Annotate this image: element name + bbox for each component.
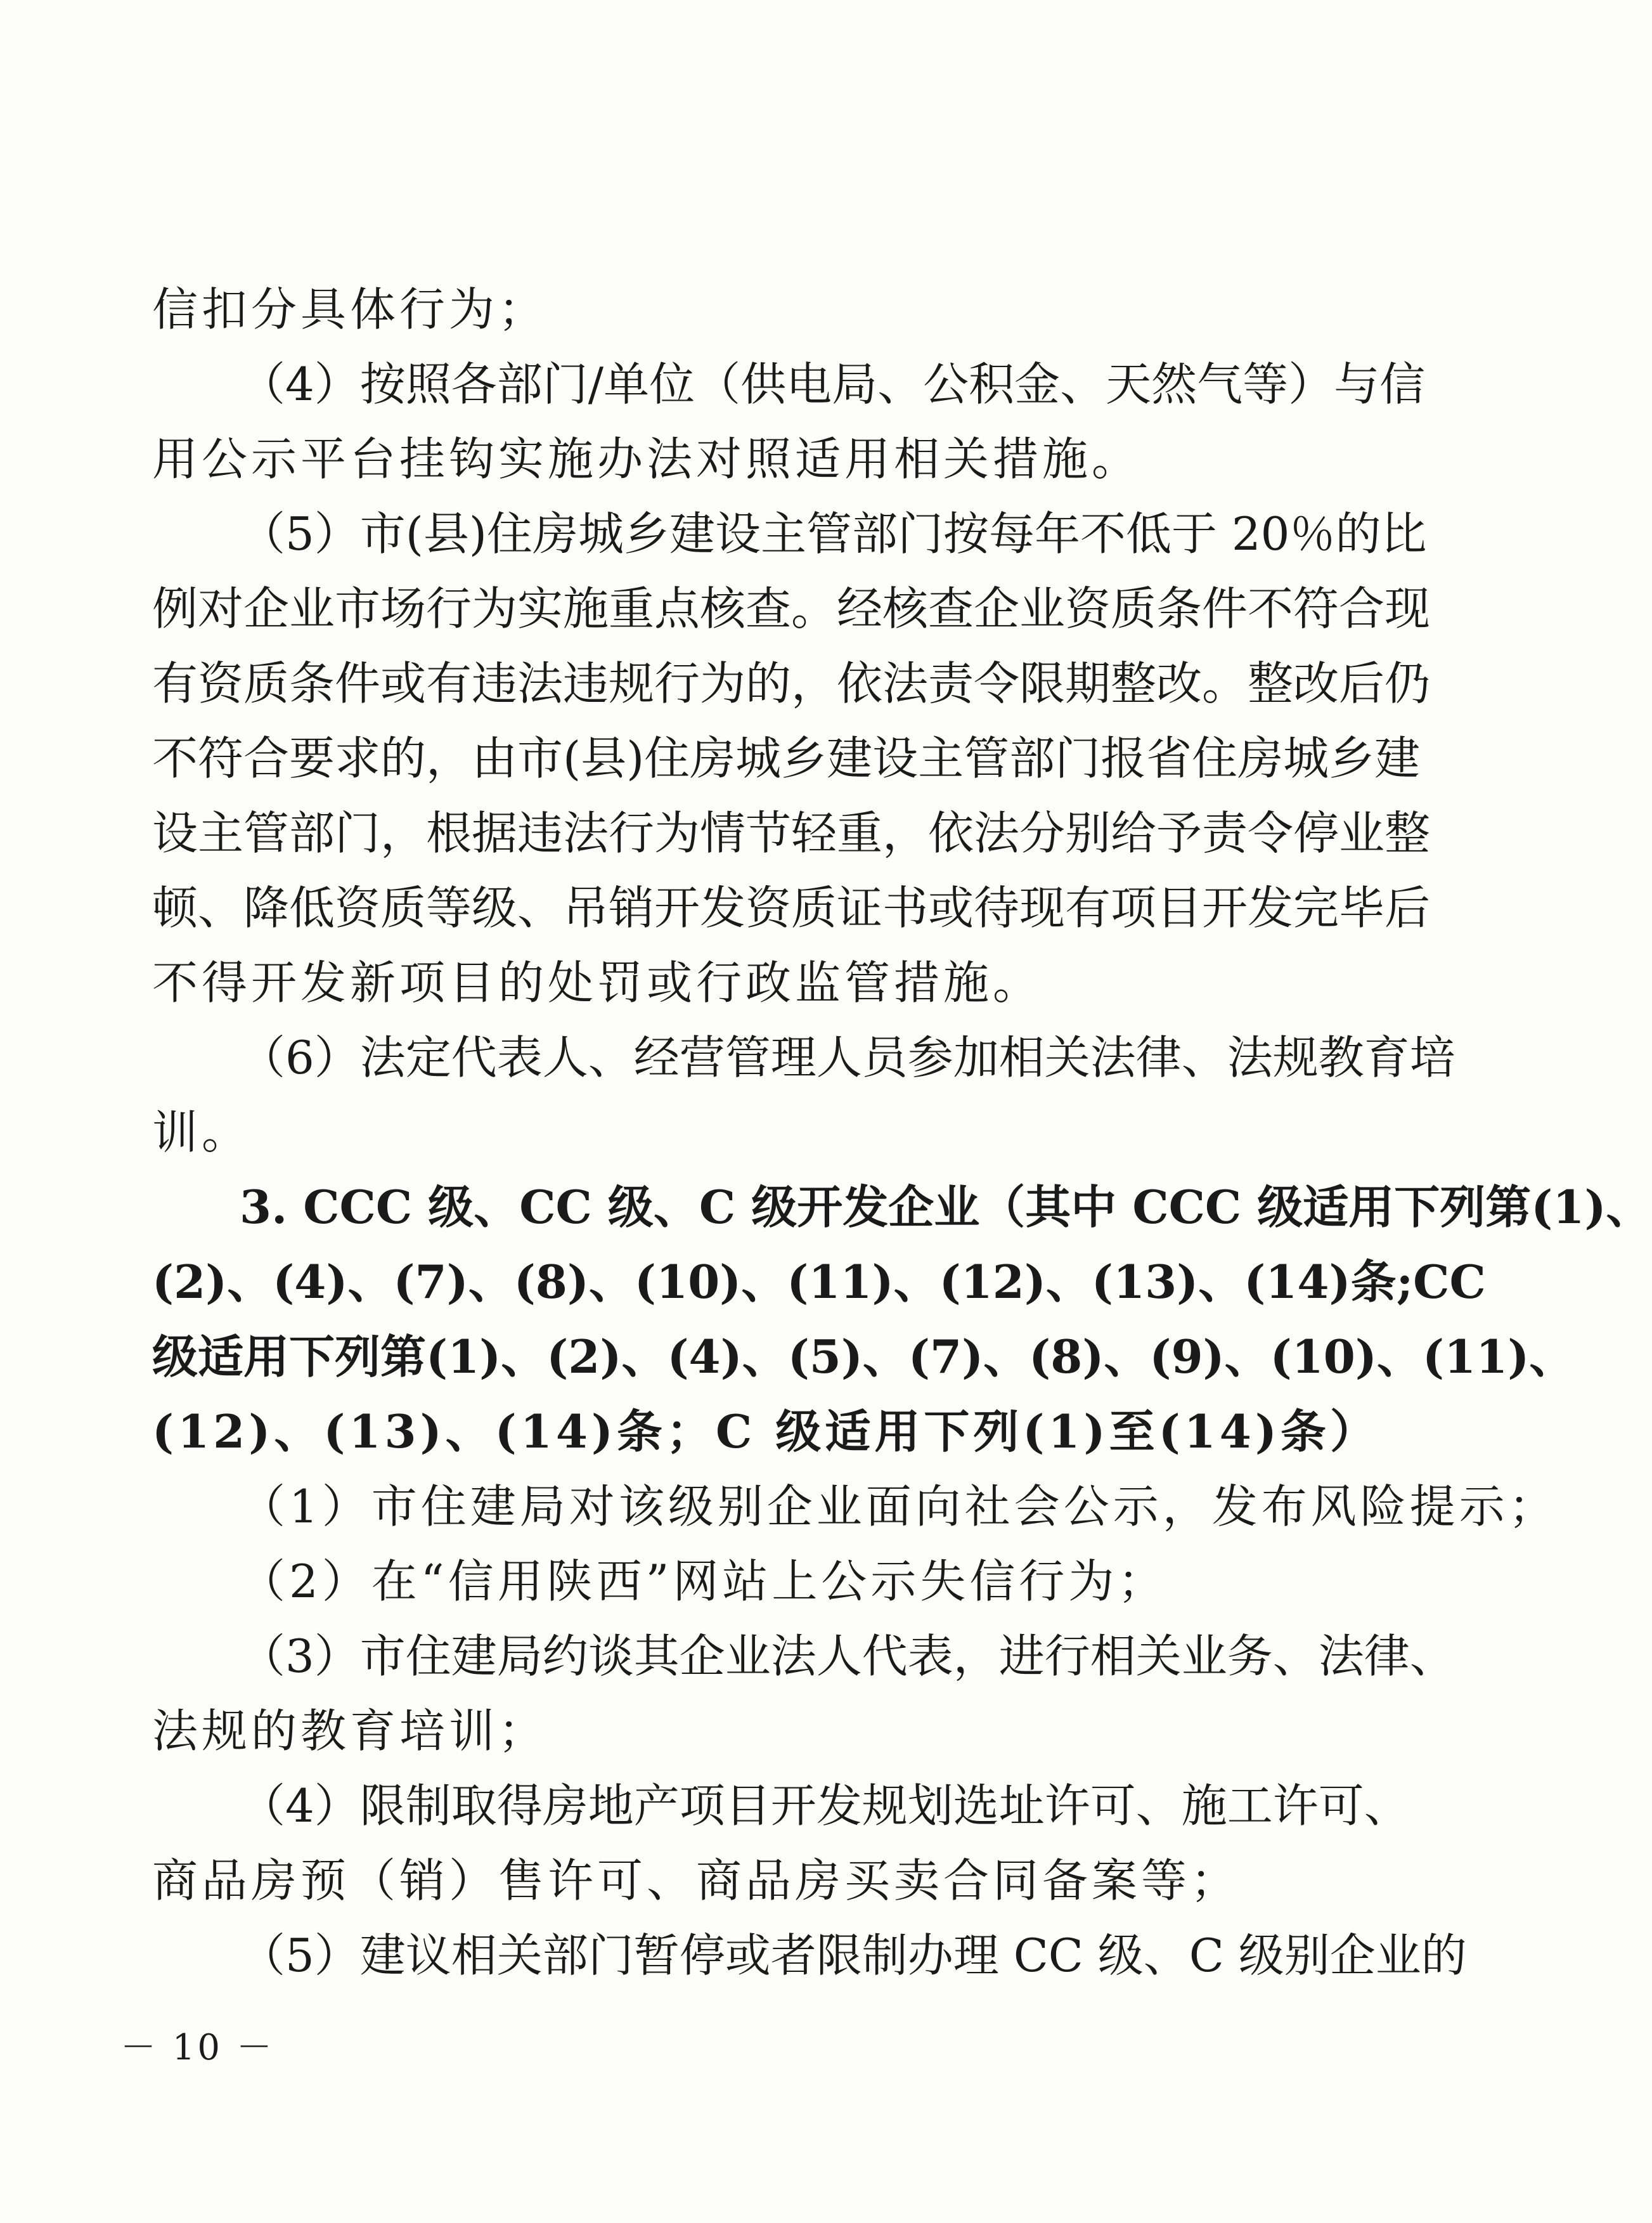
section-heading-line: 级适用下列第(1)、(2)、(4)、(5)、(7)、(8)、(9)、(10)、(11)、 [152,1330,1575,1384]
text-line: 设主管部门，根据违法行为情节轻重，依法分别给予责令停业整 [152,807,1431,860]
text-line: 信扣分具体行为； [152,283,548,336]
text-line: 商品房预（销）售许可、商品房买卖合同备案等； [152,1854,1241,1907]
section-heading-line: (2)、(4)、(7)、(8)、(10)、(11)、(12)、(13)、(14)条;CC [152,1255,1486,1309]
section-heading-line: 3. CCC 级、CC 级、C 级开发企业（其中 CCC 级适用下列第(1)、 [240,1180,1652,1234]
text-line: 用公示平台挂钩实施办法对照适用相关措施。 [152,432,1142,486]
text-line: 法规的教育培训； [152,1704,548,1758]
text-line: 有资质条件或有违法违规行为的，依法责令限期整改。整改后仍 [152,657,1431,710]
text-line: （4）按照各部门/单位（供电局、公积金、天然气等）与信 [240,358,1426,411]
text-line: （5）市(县)住房城乡建设主管部门按每年不低于 20％的比 [240,507,1427,561]
text-line: （3）市住建局约谈其企业法人代表，进行相关业务、法律、 [240,1630,1455,1683]
text-line: （4）限制取得房地产项目开发规划选址许可、施工许可、 [240,1779,1410,1832]
text-line: （2）在“信用陕西”网站上公示失信行为； [240,1555,1168,1608]
text-line: （6）法定代表人、经营管理人员参加相关法律、法规教育培 [240,1031,1455,1084]
text-line: 例对企业市场行为实施重点核查。经核查企业资质条件不符合现 [152,582,1431,635]
text-line: 训。 [152,1106,252,1159]
page-number: － 10 － [120,2027,274,2068]
section-heading-line: (12)、(13)、(14)条；C 级适用下列(1)至(14)条） [152,1404,1379,1458]
text-line: （1）市住建局对该级别企业面向社会公示，发布风险提示； [240,1480,1558,1533]
text-line: 顿、降低资质等级、吊销开发资质证书或待现有项目开发完毕后 [152,881,1431,935]
text-line: 不得开发新项目的处罚或行政监管措施。 [152,956,1043,1009]
text-line: （5）建议相关部门暂停或者限制办理 CC 级、C 级别企业的 [240,1929,1467,1982]
text-line: 不符合要求的，由市(县)住房城乡建设主管部门报省住房城乡建 [152,732,1421,785]
